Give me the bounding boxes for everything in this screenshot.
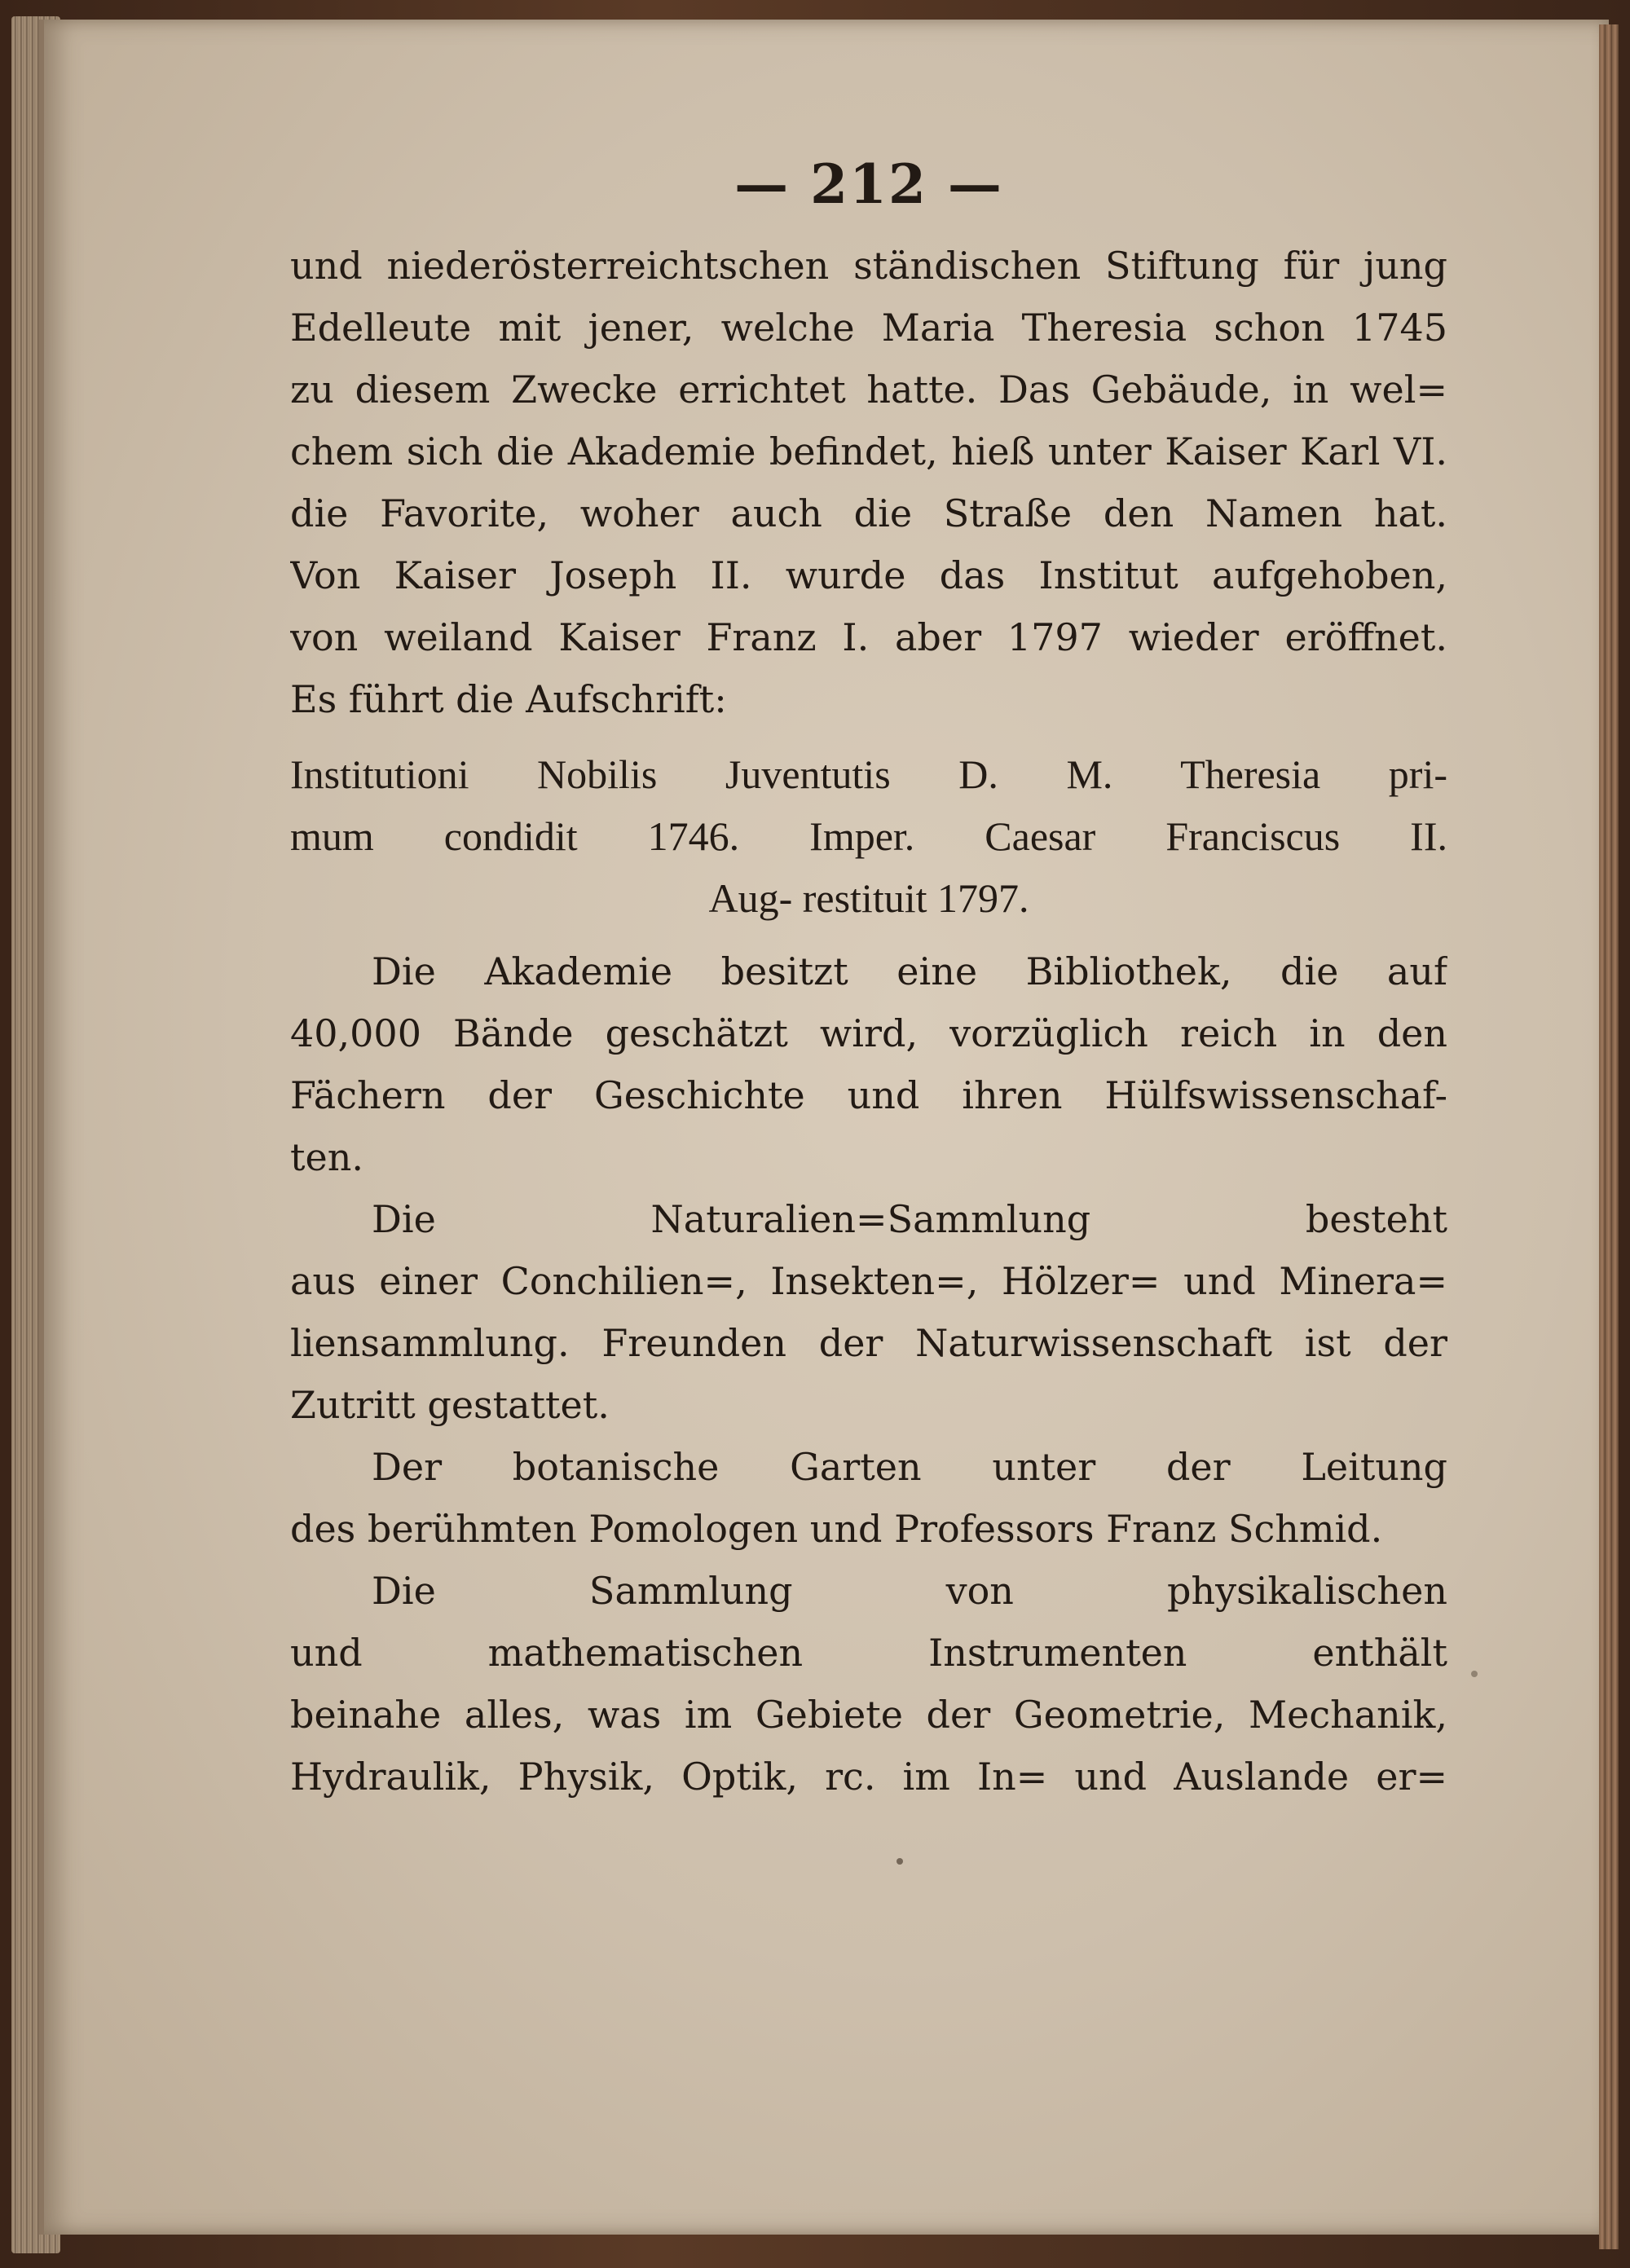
text-line: Der botanische Garten unter der Leitung: [372, 1445, 1447, 1489]
text-line: Die Naturalien=Sammlung besteht: [372, 1197, 1447, 1241]
text-line: aus einer Conchilien=, Insekten=, Hölzer= und Minera=: [290, 1259, 1447, 1303]
ink-speck: [1471, 1671, 1478, 1677]
paragraph-instruments: [290, 1560, 1447, 1808]
paragraph-continuation: [290, 235, 1447, 730]
page-number: — 212 —: [734, 152, 1003, 216]
text-line: Hydraulik, Physik, Optik, rc. im In= und Auslande er=: [290, 1755, 1447, 1799]
text-line: die Favorite, woher auch die Straße den Namen hat.: [290, 491, 1447, 535]
text-line: Die Akademie besitzt eine Bibliothek, die auf: [372, 949, 1447, 993]
inscription-line: Institutioni Nobilis Juventutis D. M. Theresia pri-: [290, 751, 1447, 797]
text-line: Es führt die Aufschrift:: [290, 677, 727, 721]
inscription-line: mum condidit 1746. Imper. Caesar Franciscus II.: [290, 813, 1447, 859]
inscription-line: Aug- restituit 1797.: [708, 875, 1029, 921]
text-line: Zutritt gestattet.: [290, 1383, 610, 1427]
text-line: beinahe alles, was im Gebiete der Geometrie, Mechanik,: [290, 1693, 1447, 1737]
text-line: Von Kaiser Joseph II. wurde das Institut aufgehoben,: [290, 553, 1447, 597]
text-line: chem sich die Akademie befindet, hieß unter Kaiser Karl VI.: [290, 429, 1447, 473]
page-stack-right: [1599, 24, 1619, 2249]
ink-speck: [896, 1858, 903, 1865]
paragraph-natural-collection: [290, 1188, 1447, 1436]
text-line: Fächern der Geschichte und ihren Hülfswissenschaf-: [290, 1073, 1447, 1117]
latin-inscription: [290, 743, 1447, 929]
text-line: von weiland Kaiser Franz I. aber 1797 wieder eröffnet.: [290, 615, 1447, 659]
text-line: und mathematischen Instrumenten enthält: [290, 1631, 1447, 1675]
text-line: zu diesem Zwecke errichtet hatte. Das Gebäude, in wel=: [290, 368, 1447, 412]
text-line: Edelleute mit jener, welche Maria Theresia schon 1745: [290, 306, 1447, 350]
text-line: 40,000 Bände geschätzt wird, vorzüglich reich in den: [290, 1011, 1447, 1055]
text-line: ten.: [290, 1135, 363, 1179]
text-line: des berühmten Pomologen und Professors Franz Schmid.: [290, 1507, 1383, 1551]
paragraph-botanical-garden: [290, 1436, 1447, 1560]
text-line: Die Sammlung von physikalischen: [372, 1569, 1447, 1613]
text-line: und niederösterreichtschen ständischen Stiftung für jung: [290, 244, 1447, 288]
paragraph-library: [290, 940, 1447, 1188]
text-line: liensammlung. Freunden der Naturwissenschaft ist der: [290, 1321, 1447, 1365]
